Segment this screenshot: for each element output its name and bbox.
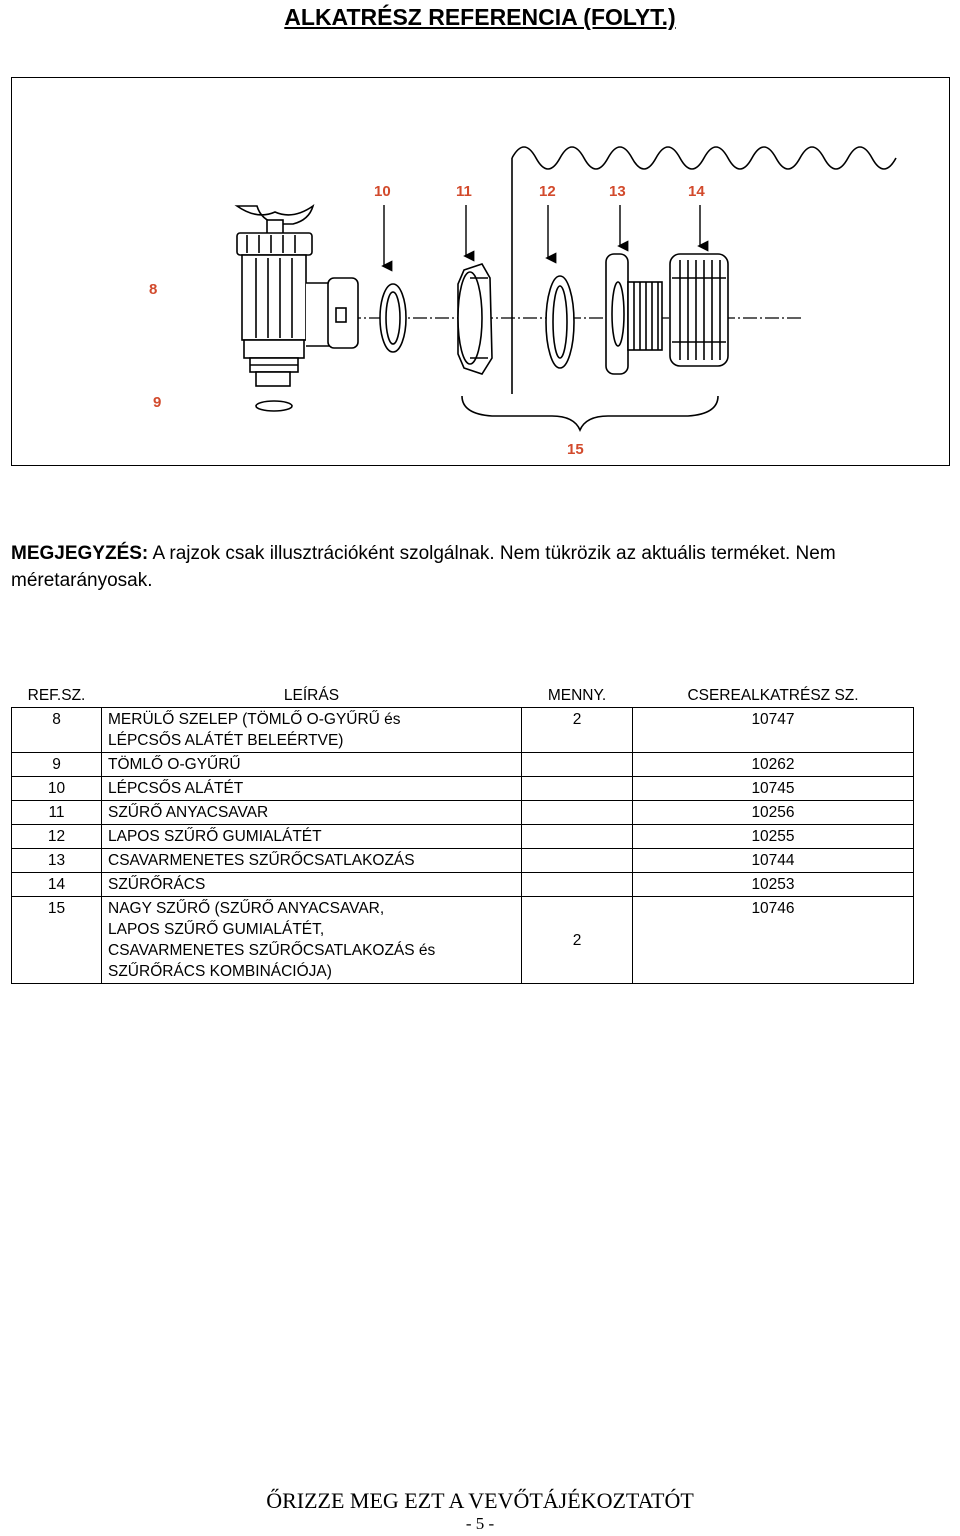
exploded-parts-diagram bbox=[11, 77, 950, 466]
description-cell bbox=[102, 777, 522, 801]
hose-o-ring-part bbox=[256, 401, 292, 411]
description-line: CSAVARMENETES SZŰRŐCSATLAKOZÁS bbox=[108, 852, 415, 869]
description-line: LAPOS SZŰRŐ GUMIALÁTÉT, bbox=[108, 921, 325, 938]
ref-cell: 13 bbox=[12, 849, 102, 873]
ref-cell: 15 bbox=[12, 897, 102, 984]
ref-cell: 12 bbox=[12, 825, 102, 849]
quantity-cell bbox=[522, 825, 633, 849]
table-row bbox=[12, 873, 914, 897]
callout-13: 13 bbox=[609, 183, 626, 200]
description-cell bbox=[102, 825, 522, 849]
step-washer-part bbox=[380, 284, 406, 352]
quantity-cell: 2 bbox=[522, 708, 633, 753]
parts-table-body bbox=[12, 708, 914, 984]
part-number-cell: 10253 bbox=[633, 873, 914, 897]
description-line: SZŰRŐ ANYACSAVAR bbox=[108, 804, 269, 821]
callout-8: 8 bbox=[149, 281, 158, 298]
valve-body-part bbox=[237, 206, 358, 386]
description-line: SZŰRŐRÁCS bbox=[108, 876, 206, 893]
table-header-row bbox=[12, 684, 914, 708]
description-line: SZŰRŐRÁCS KOMBINÁCIÓJA) bbox=[108, 963, 332, 980]
description-line: LAPOS SZŰRŐ GUMIALÁTÉT bbox=[108, 828, 322, 845]
strainer-nut-part bbox=[458, 264, 492, 374]
pool-wall-wave bbox=[512, 147, 896, 169]
description-cell bbox=[102, 801, 522, 825]
page-number: - 5 - bbox=[465, 1514, 495, 1533]
part-number-cell: 10747 bbox=[633, 708, 914, 753]
note-paragraph bbox=[11, 540, 941, 594]
description-cell bbox=[102, 897, 522, 984]
quantity-cell bbox=[522, 777, 633, 801]
table-row bbox=[12, 777, 914, 801]
part-number-cell: 10262 bbox=[633, 753, 914, 777]
description-line: LÉPCSŐS ALÁTÉT bbox=[108, 780, 244, 797]
header-quantity: MENNY. bbox=[547, 686, 607, 704]
table-row bbox=[12, 753, 914, 777]
description-cell bbox=[102, 849, 522, 873]
parts-table bbox=[11, 684, 914, 984]
table-row bbox=[12, 897, 914, 984]
part-number-cell: 10256 bbox=[633, 801, 914, 825]
description-cell bbox=[102, 708, 522, 753]
description-line: MERÜLŐ SZELEP (TÖMLŐ O-GYŰRŰ és bbox=[108, 711, 401, 728]
description-line: NAGY SZŰRŐ (SZŰRŐ ANYACSAVAR, bbox=[108, 900, 385, 917]
callout-11: 11 bbox=[456, 183, 472, 200]
quantity-cell bbox=[522, 801, 633, 825]
description-line: CSAVARMENETES SZŰRŐCSATLAKOZÁS és bbox=[108, 942, 436, 959]
ref-cell: 9 bbox=[12, 753, 102, 777]
note-label: MEGJEGYZÉS: bbox=[11, 543, 149, 564]
part-number-cell: 10746 bbox=[633, 897, 914, 984]
callout-9: 9 bbox=[153, 394, 162, 411]
quantity-cell: 2 bbox=[522, 897, 633, 984]
description-line: TÖMLŐ O-GYŰRŰ bbox=[108, 756, 241, 773]
item-15-brace bbox=[462, 396, 718, 430]
header-description: LEÍRÁS bbox=[283, 686, 340, 704]
table-row bbox=[12, 825, 914, 849]
table-row bbox=[12, 801, 914, 825]
threaded-connector-part bbox=[606, 254, 662, 374]
ref-cell: 14 bbox=[12, 873, 102, 897]
note-text: A rajzok csak illusztrációként szolgálnak. Nem tükrözik az aktuális terméket. Nem méretarányosak. bbox=[11, 543, 836, 591]
flat-gasket-part bbox=[546, 276, 574, 368]
header-ref: REF.SZ. bbox=[27, 686, 86, 704]
callout-14: 14 bbox=[688, 183, 705, 200]
callout-10: 10 bbox=[374, 183, 391, 200]
description-cell bbox=[102, 873, 522, 897]
header-part-number: CSEREALKATRÉSZ SZ. bbox=[687, 686, 859, 704]
description-line: LÉPCSŐS ALÁTÉT BELEÉRTVE) bbox=[108, 732, 344, 749]
callout-15: 15 bbox=[567, 441, 584, 458]
page-title: ALKATRÉSZ REFERENCIA (FOLYT.) bbox=[284, 4, 676, 30]
description-cell bbox=[102, 753, 522, 777]
quantity-cell bbox=[522, 753, 633, 777]
table-row bbox=[12, 708, 914, 753]
part-number-cell: 10745 bbox=[633, 777, 914, 801]
callout-12: 12 bbox=[539, 183, 556, 200]
ref-cell: 10 bbox=[12, 777, 102, 801]
footer-text: ŐRIZZE MEG EZT A VEVŐTÁJÉKOZTATÓT bbox=[266, 1488, 694, 1513]
ref-cell: 11 bbox=[12, 801, 102, 825]
ref-cell: 8 bbox=[12, 708, 102, 753]
quantity-cell bbox=[522, 873, 633, 897]
table-row bbox=[12, 849, 914, 873]
part-number-cell: 10744 bbox=[633, 849, 914, 873]
quantity-cell bbox=[522, 849, 633, 873]
part-number-cell: 10255 bbox=[633, 825, 914, 849]
strainer-grid-part bbox=[670, 254, 728, 366]
